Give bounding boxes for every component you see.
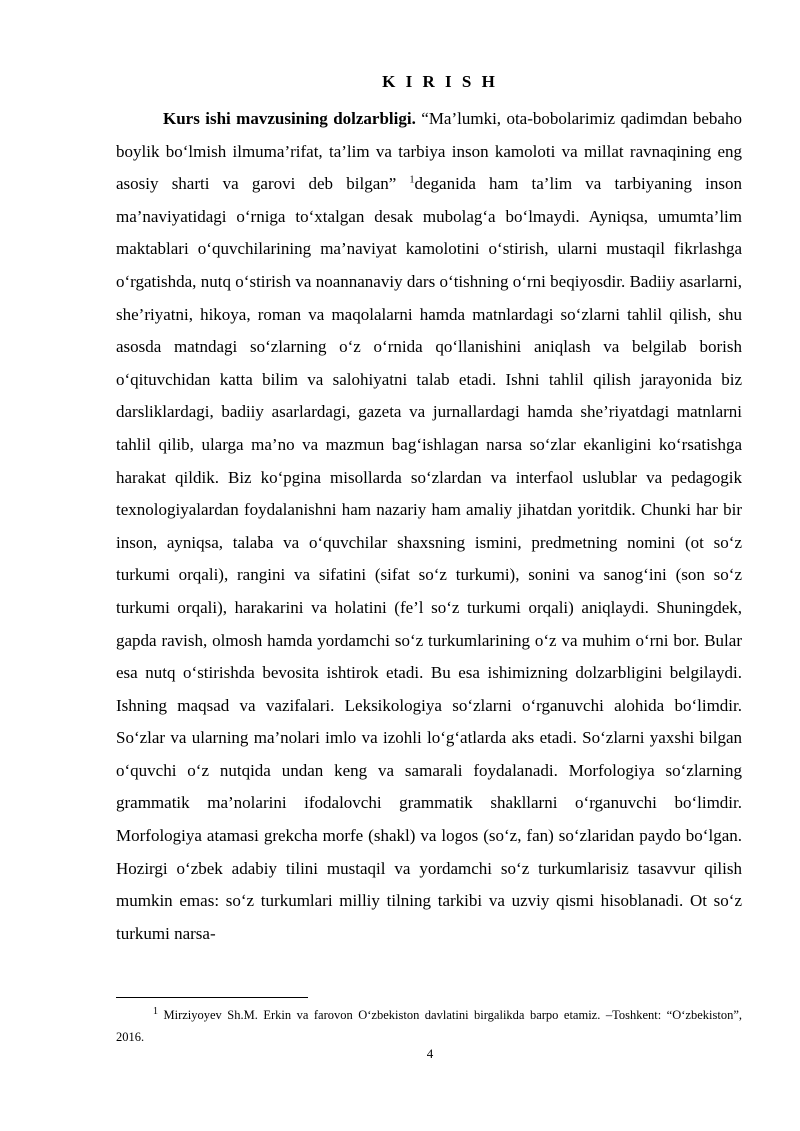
footnote-divider <box>116 997 308 998</box>
lead-phrase: Kurs ishi mavzusining dolzarbligi. <box>163 109 416 128</box>
paragraph-text: deganida ham ta’lim va tarbiyaning inson ma’naviyatidagi o‘rniga to‘xtalgan desak mubolag‘a bo‘lmaydi. Ayniqsa, umumta’lim maktablari o‘quvchilarining ma’naviyat kamolotini o‘stirish, ularni mustaqil fikrlashga o‘rgatishda, nutq o‘stirish va noannanaviy dars o‘tishning o‘rni beqiyosdir. Badiiy asarlarni, she’riyatni, hikoya, roman va maqolalarni hamda matnlardagi so‘zlarni tahlil qilish, shu asosda matndagi so‘zlarning o‘z o‘rnida qo‘llanishini aniqlash va belgilab borish o‘qituvchidan katta bilim va salohiyatni talab etadi. Ishni tahlil qilish jarayonida biz darsliklardagi, badiiy asarlardagi, gazeta va jurnallardagi hamda she’riyatdagi matnlarni tahlil qilib, ularga ma’no va mazmun bag‘ishlagan narsa so‘zlar ekanligini ko‘rsatishga harakat qildik. Biz ko‘pgina misollarda so‘zlardan va interfaol uslublar va pedagogik texnologiyalardan foydalanishni ham nazariy ham amaliy jihatdan yoritdik. Chunki har bir inson, ayniqsa, talaba va o‘quvchilar shaxsning ismini, predmetning nomini (ot so‘z turkumi orqali), rangini va sifatini (sifat so‘z turkumi), sonini va sanog‘ini (son so‘z turkumi orqali), harakarini va holatini (fe’l so‘z turkumi orqali) aniqlaydi. Shuningdek, gapda ravish, olmosh hamda yordamchi so‘z turkumlarining o‘z va muhim o‘rni bor. Bular esa nutq o‘stirishda bevosita ishtirok etadi. Bu esa ishimizning dolzarbligini belgilaydi. Ishning maqsad va vazifalari. Leksikologiya so‘zlarni o‘rganuvchi alohida bo‘limdir. So‘zlar va ularning ma’nolari imlo va izohli lo‘g‘atlarda aks etadi. So‘zlarni yaxshi bilgan o‘quvchi o‘z nutqida undan keng va samarali foydalanadi. Morfologiya so‘zlarning grammatik ma’nolarini ifodalovchi grammatik shakllarni o‘rganuvchi bo‘limdir. Morfologiya atamasi grekcha morfe (shakl) va logos (so‘z, fan) so‘zlaridan paydo bo‘lgan. Hozirgi o‘zbek adabiy tilini mustaqil va yordamchi so‘z turkumlarisiz tasavvur qilish mumkin emas: so‘z turkumlari milliy tilning tarkibi va uzviy qismi hisoblanadi. Ot so‘z turkumi narsa- <box>116 174 742 943</box>
intro-paragraph <box>116 103 742 950</box>
section-heading: K I R I S H <box>382 72 498 91</box>
page-number: 4 <box>426 1046 434 1061</box>
quote-text: “Ma’lumki, ota-bobolarimiz qadimdan bebaho boylik bo‘lmish ilmuma’rifat, ta’lim va tarbiya inson kamoloti va millat ravnaqining eng asosiy sharti va garovi deb bilgan” <box>116 109 742 194</box>
footnote-text: Mirziyoyev Sh.M. Erkin va farovon O‘zbekiston davlatini birgalikda barpo etamiz. –Toshkent: “O‘zbekiston”, 2016. <box>116 1008 742 1044</box>
body-text <box>116 103 742 950</box>
footnote-number: 1 <box>153 1005 158 1017</box>
footnote-reference[interactable]: 1 <box>409 174 415 186</box>
footnote <box>116 1004 742 1048</box>
